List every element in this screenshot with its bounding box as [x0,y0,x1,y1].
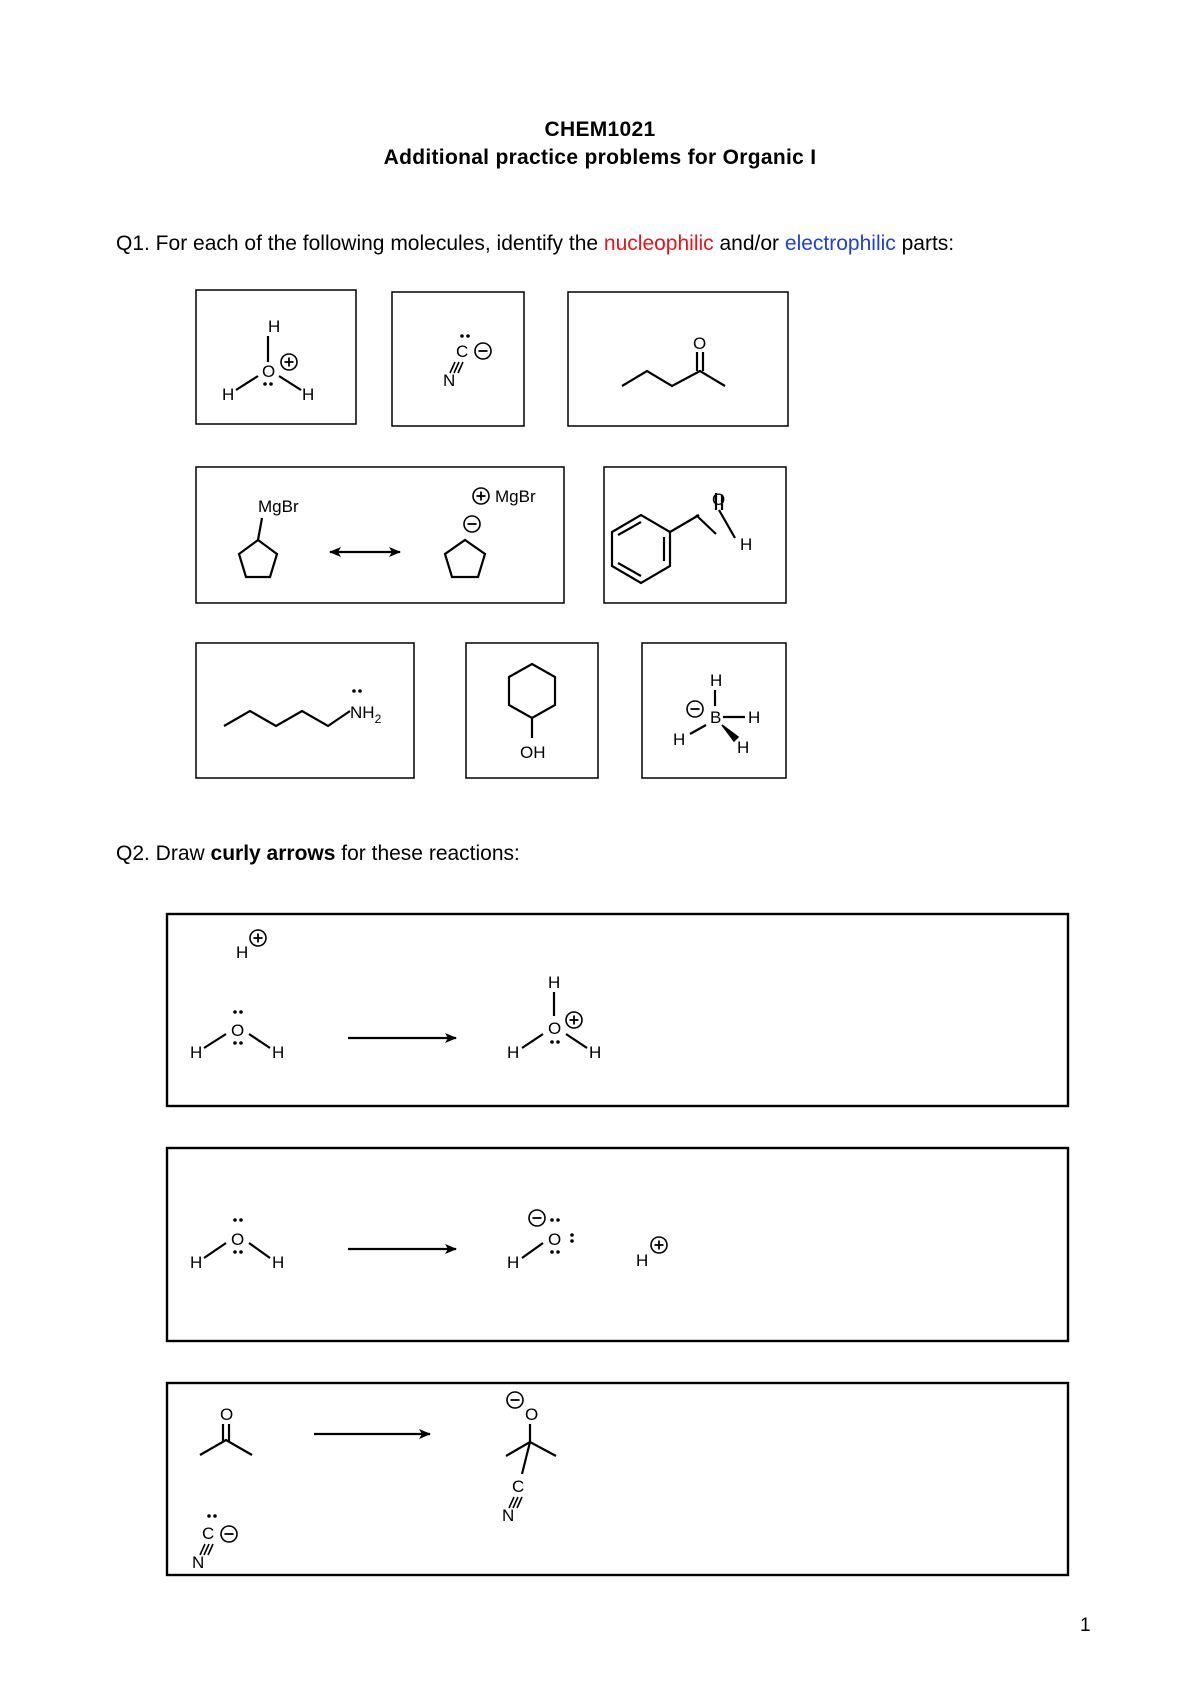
atom-c-label: C [202,1524,215,1543]
atom-h-label: H [507,1253,520,1272]
atom-h-label: H [737,738,750,757]
q1-middle: and/or [713,232,785,255]
atom-h-label: H [222,385,235,404]
pentylamine-structure [224,689,382,726]
q1-box-pentylamine [196,643,414,778]
hydronium-structure [222,317,314,404]
atom-o-label: O [548,1230,562,1249]
atom-h-label: H [589,1043,602,1062]
q1-box-butanone [568,292,788,426]
q1-box-benzaldehyde [604,467,786,603]
reaction-3 [192,1392,556,1572]
atom-h-label: H [272,1253,285,1272]
atom-o-label: O [231,1230,245,1249]
atom-h-label: H [740,535,753,554]
q2-box-reaction-2 [167,1148,1068,1341]
atom-o-label: O [525,1405,539,1424]
benzaldehyde-structure [612,490,752,583]
atom-h-label: H [636,1251,649,1270]
oh-label: OH [520,743,546,762]
page-number: 1 [1080,1615,1091,1636]
mgbr-label: MgBr [495,487,536,506]
butanone-structure [622,334,725,386]
q2-box-reaction-3 [167,1383,1068,1575]
atom-b-label: B [710,708,722,727]
mgbr-label: MgBr [258,497,299,516]
atom-n-label: N [502,1506,515,1525]
atom-o-label: O [262,362,276,381]
atom-h-label: H [236,943,249,962]
q1-suffix: parts: [895,232,955,255]
atom-h-label: H [190,1253,203,1272]
cyclohexanol-structure [509,664,555,762]
cyanide-structure [443,334,491,390]
q2-bold-text: curly arrows [210,842,336,865]
atom-h-label: H [272,1043,285,1062]
atom-n-label: N [192,1553,205,1572]
q2-prefix: Q2. Draw [116,842,211,865]
nh2-label: $NH_2$ [350,703,382,726]
atom-h-label: H [748,708,761,727]
document-subtitle: Additional practice problems for Organic I [383,146,817,169]
reaction-2 [190,1210,667,1272]
grignard-structure [239,487,536,577]
atom-o-label: O [693,334,707,353]
atom-h-label: H [673,730,686,749]
q1-nucleophilic: nucleophilic [603,232,714,255]
atom-o-label: O [712,490,726,509]
atom-h-label: H [548,973,561,992]
q1-electrophilic: electrophilic [784,232,896,255]
atom-c-label: C [456,342,469,361]
q1-prefix: Q1. For each of the following molecules, identify the [116,232,604,255]
atom-h-label: H [710,671,723,690]
q1-box-hydronium [196,290,356,424]
q2-box-reaction-1 [167,914,1068,1106]
atom-o-label: O [220,1405,234,1424]
atom-o-label: O [231,1021,245,1040]
atom-h-label: H [190,1043,203,1062]
atom-o-label: O [548,1019,562,1038]
atom-h-label: H [507,1043,520,1062]
borohydride-structure [673,671,760,757]
atom-h-label: H [302,385,315,404]
atom-h-label: H [268,317,281,336]
reaction-1 [190,930,601,1062]
atom-c-label: C [512,1477,525,1496]
q2-suffix: for these reactions: [335,842,520,865]
course-code: CHEM1021 [544,118,656,141]
atom-n-label: N [443,371,456,390]
